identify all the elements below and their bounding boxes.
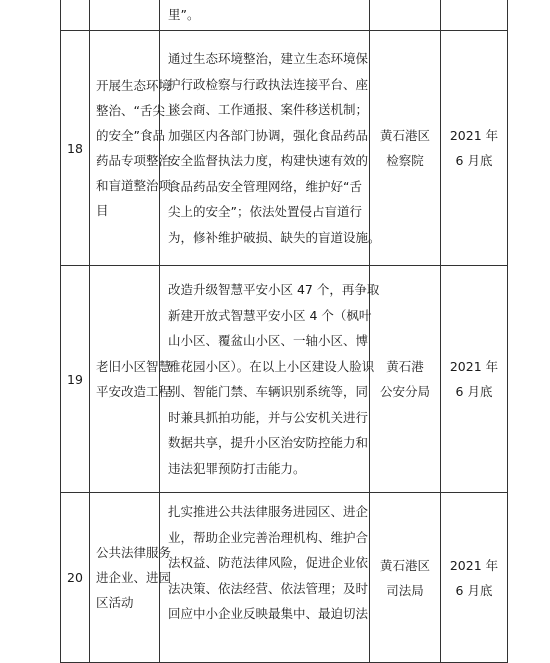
table-row <box>61 493 508 663</box>
project-name: 公共法律服务 进企业、进园 区活动 <box>90 493 160 663</box>
row-number: 19 <box>61 266 90 493</box>
responsible-unit: 黄石港 公安分局 <box>370 266 441 493</box>
table-row <box>61 31 508 266</box>
row-number: 18 <box>61 31 90 266</box>
deadline: 2021 年 6 月底 <box>441 31 508 266</box>
content-cell: 通过生态环境整治，建立生态环境保 护行政检察与行政执法连接平台、座 谈会商、工作通报、案件移送机制； 加强区内各部门协调，强化食品药品 安全监督执法力度，构建快速有效的 食品药品安全管理网络，维护好“舌 尖上的安全”；依法处置侵占盲道行 为，修补维护破损、缺失的盲道设施。 <box>160 31 370 266</box>
content-cell: 扎实推进公共法律服务进园区、进企 业，帮助企业完善治理机构、维护合 法权益、防范法律风险，促进企业依 法决策、依法经营、依法管理；及时 回应中小企业反映最集中、最迫切法 <box>160 493 370 663</box>
row-number: 20 <box>61 493 90 663</box>
deadline: 2021 年 6 月底 <box>441 493 508 663</box>
content-cell: 改造升级智慧平安小区 47 个，再争取 新建开放式智慧平安小区 4 个（枫叶 山小区、覆盆山小区、一轴小区、博 雅花园小区）。在以上小区建设人脸识 别、智能门禁、车辆识别系统等，同 时兼具抓拍功能，并与公安机关进行 数据共享，提升小区治安防控能力和 违法犯罪预防打击能力。 <box>160 266 370 493</box>
project-name: 老旧小区智慧 平安改造工程 <box>90 266 160 493</box>
deadline: 2021 年 6 月底 <box>441 266 508 493</box>
content-cell <box>160 0 370 31</box>
table-row-continued <box>61 0 508 31</box>
responsible-unit: 黄石港区 司法局 <box>370 493 441 663</box>
content-text: 里”。 <box>168 6 200 22</box>
table-row <box>61 266 508 493</box>
measures-table <box>60 0 508 663</box>
project-name: 开展生态环境 整治、“舌尖上 的安全”食品 药品专项整治 和盲道整治项 目 <box>90 31 160 266</box>
responsible-unit: 黄石港区 检察院 <box>370 31 441 266</box>
